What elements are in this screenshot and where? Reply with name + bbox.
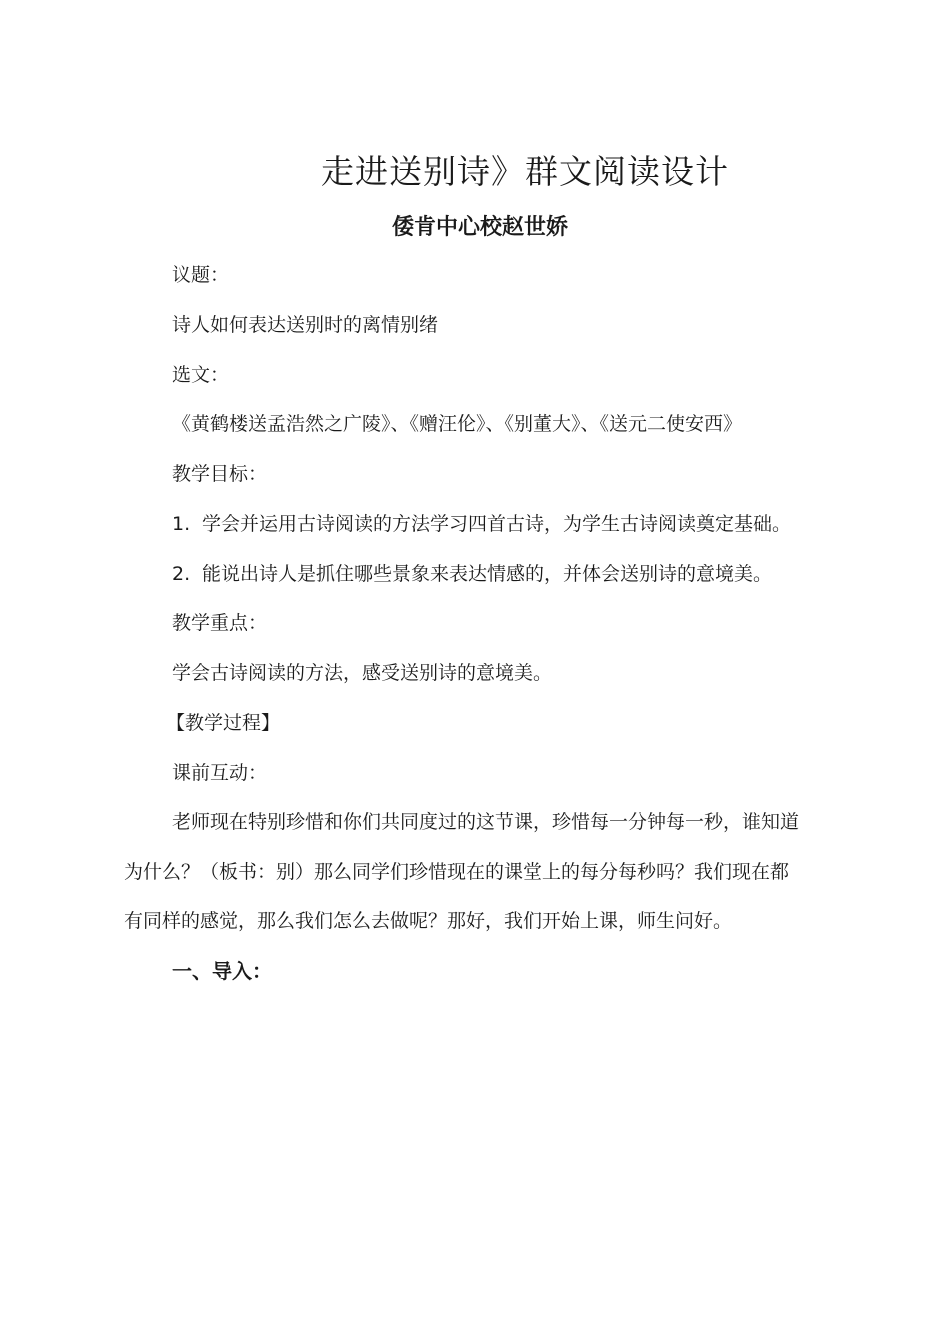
focus-label: 教学重点： bbox=[172, 612, 268, 634]
author-line: 倭肯中心校赵世娇 bbox=[391, 215, 568, 240]
goal-item bbox=[172, 560, 772, 588]
goal-text: 能说出诗人是抓住哪些景象来表达情感的，并体会送别诗的意境美。 bbox=[202, 563, 773, 585]
goal-number: 2. bbox=[172, 563, 191, 585]
paragraph-line: 为什么？（板书：别）那么同学们珍惜现在的课堂上的每分每秒吗？我们现在都 bbox=[124, 861, 790, 883]
pre-class-label: 课前互动： bbox=[172, 762, 268, 784]
paragraph-line: 老师现在特别珍惜和你们共同度过的这节课，珍惜每一分钟每一秒，谁知道 bbox=[172, 811, 800, 833]
goal-text: 学会并运用古诗阅读的方法学习四首古诗，为学生古诗阅读奠定基础。 bbox=[202, 513, 792, 535]
section-heading: 一、导入： bbox=[172, 959, 272, 983]
goal-number: 1. bbox=[172, 513, 191, 535]
topic-label: 议题： bbox=[172, 264, 230, 286]
process-label: 【教学过程】 bbox=[166, 712, 281, 734]
goals-label: 教学目标： bbox=[172, 463, 268, 485]
topic-text: 诗人如何表达送别时的离情别绪 bbox=[172, 314, 439, 336]
document-title: 走进送别诗》群文阅读设计 bbox=[321, 152, 729, 191]
selection-text: 《黄鹤楼送孟浩然之广陵》、《赠汪伦》、《别董大》、《送元二使安西》 bbox=[172, 413, 743, 435]
selection-label: 选文： bbox=[172, 364, 230, 386]
focus-text: 学会古诗阅读的方法，感受送别诗的意境美。 bbox=[172, 662, 553, 684]
goal-item bbox=[172, 510, 791, 538]
paragraph-line: 有同样的感觉，那么我们怎么去做呢？那好，我们开始上课，师生问好。 bbox=[124, 910, 733, 932]
